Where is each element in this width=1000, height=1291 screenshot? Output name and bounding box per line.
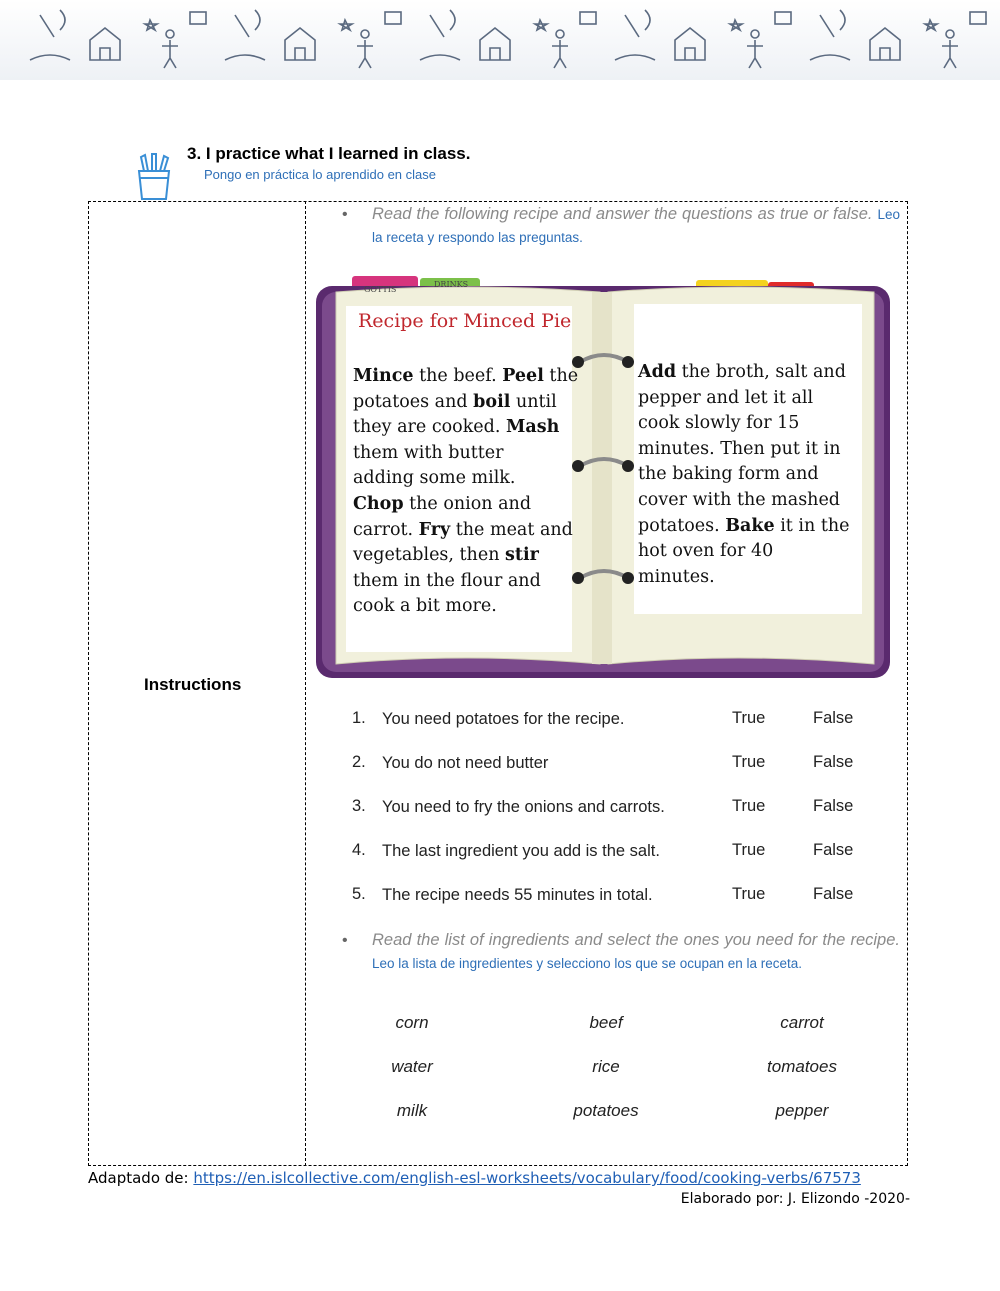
question-number: 5.	[352, 885, 366, 903]
question-number: 1.	[352, 709, 366, 727]
header-banner	[0, 0, 1000, 80]
task1-instruction	[372, 203, 900, 249]
question-number: 2.	[352, 753, 366, 771]
bullet-icon: •	[342, 932, 348, 949]
section-subtitle: Pongo en práctica lo aprendido en clase	[204, 167, 436, 182]
task2-instruction-en: Read the list of ingredients and select the ones you need for the recipe.	[372, 931, 900, 949]
recipe-line: pepper and let it all	[638, 387, 814, 408]
task1-instruction-en: Read the following recipe and answer the questions as true or false.	[372, 205, 873, 223]
bullet-icon: •	[342, 206, 348, 223]
source-link[interactable]: https://en.islcollective.com/english-esl-worksheets/vocabulary/food/cooking-verbs/67573	[193, 1169, 861, 1187]
ingredient-option[interactable]: potatoes	[573, 1101, 639, 1120]
ingredient-option[interactable]: rice	[592, 1057, 620, 1076]
question-number: 3.	[352, 797, 366, 815]
recipe-line: they are cooked. Mash	[353, 417, 560, 438]
recipe-line: Chop the onion and	[353, 493, 532, 514]
false-option[interactable]: False	[813, 709, 854, 727]
ingredient-option[interactable]: pepper	[775, 1101, 829, 1120]
task2-instruction	[372, 929, 900, 975]
question-text: You do not need butter	[382, 754, 549, 772]
recipe-line: minutes.	[638, 566, 715, 587]
ingredient-option[interactable]: tomatoes	[767, 1057, 837, 1076]
true-option[interactable]: True	[732, 841, 766, 859]
true-option[interactable]: True	[732, 797, 766, 815]
recipe-line: Mince the beef. Peel the	[353, 366, 579, 386]
ingredient-option[interactable]: milk	[396, 1101, 428, 1120]
true-option[interactable]: True	[732, 885, 766, 903]
recipe-line: them in the flour and	[353, 570, 541, 591]
book-tab-left-label: GOTTIS	[364, 285, 397, 294]
section-title: 3. I practice what I learned in class.	[187, 144, 471, 163]
recipe-line: cover with the mashed	[638, 489, 841, 510]
book-tab-right-label: DRINKS	[434, 280, 469, 289]
recipe-left-page	[353, 364, 578, 620]
ingredient-option[interactable]: corn	[395, 1013, 429, 1032]
question-number: 4.	[352, 841, 366, 859]
recipe-line: potatoes. Bake it in the	[638, 515, 850, 536]
recipe-title: Recipe for Minced Pie	[358, 310, 572, 332]
true-option[interactable]: True	[732, 753, 766, 771]
question-text: You need to fry the onions and carrots.	[382, 798, 665, 816]
recipe-right-page	[638, 360, 850, 590]
source-credit	[88, 1169, 861, 1187]
recipe-line: them with butter	[353, 442, 504, 463]
recipe-line: potatoes and boil until	[353, 391, 557, 412]
recipe-line: cook a bit more.	[353, 596, 497, 617]
ingredient-option[interactable]: carrot	[780, 1013, 824, 1032]
author-credit: Elaborado por: J. Elizondo -2020-	[680, 1191, 910, 1207]
recipe-line: minutes. Then put it in	[638, 438, 841, 459]
source-label: Adaptado de:	[88, 1169, 194, 1187]
question-text: The recipe needs 55 minutes in total.	[382, 886, 653, 904]
recipe-line: carrot. Fry the meat and	[353, 519, 573, 540]
task1-instruction-es: Leo la receta y respondo las preguntas.	[372, 207, 900, 245]
false-option[interactable]: False	[813, 797, 854, 815]
recipe-line: adding some milk.	[353, 468, 516, 489]
recipe-line: hot oven for 40	[638, 541, 774, 562]
question-text: The last ingredient you add is the salt.	[382, 842, 660, 860]
pencil-cup-icon	[135, 151, 173, 206]
false-option[interactable]: False	[813, 841, 854, 859]
instructions-label: Instructions	[144, 675, 242, 694]
ingredient-option[interactable]: water	[391, 1057, 433, 1076]
false-option[interactable]: False	[813, 753, 854, 771]
doodle-pattern-icon	[0, 0, 1000, 80]
column-divider	[305, 201, 306, 1166]
recipe-line: cook slowly for 15	[638, 413, 800, 434]
recipe-line: Add the broth, salt and	[638, 362, 846, 382]
false-option[interactable]: False	[813, 885, 854, 903]
recipe-line: the baking form and	[638, 464, 819, 485]
task2-instruction-es: Leo la lista de ingredientes y selecciono los que se ocupan en la receta.	[372, 956, 803, 971]
question-text: You need potatoes for the recipe.	[382, 710, 625, 728]
true-option[interactable]: True	[732, 709, 766, 727]
recipe-line: vegetables, then stir	[353, 545, 539, 566]
ingredient-option[interactable]: beef	[589, 1013, 623, 1032]
